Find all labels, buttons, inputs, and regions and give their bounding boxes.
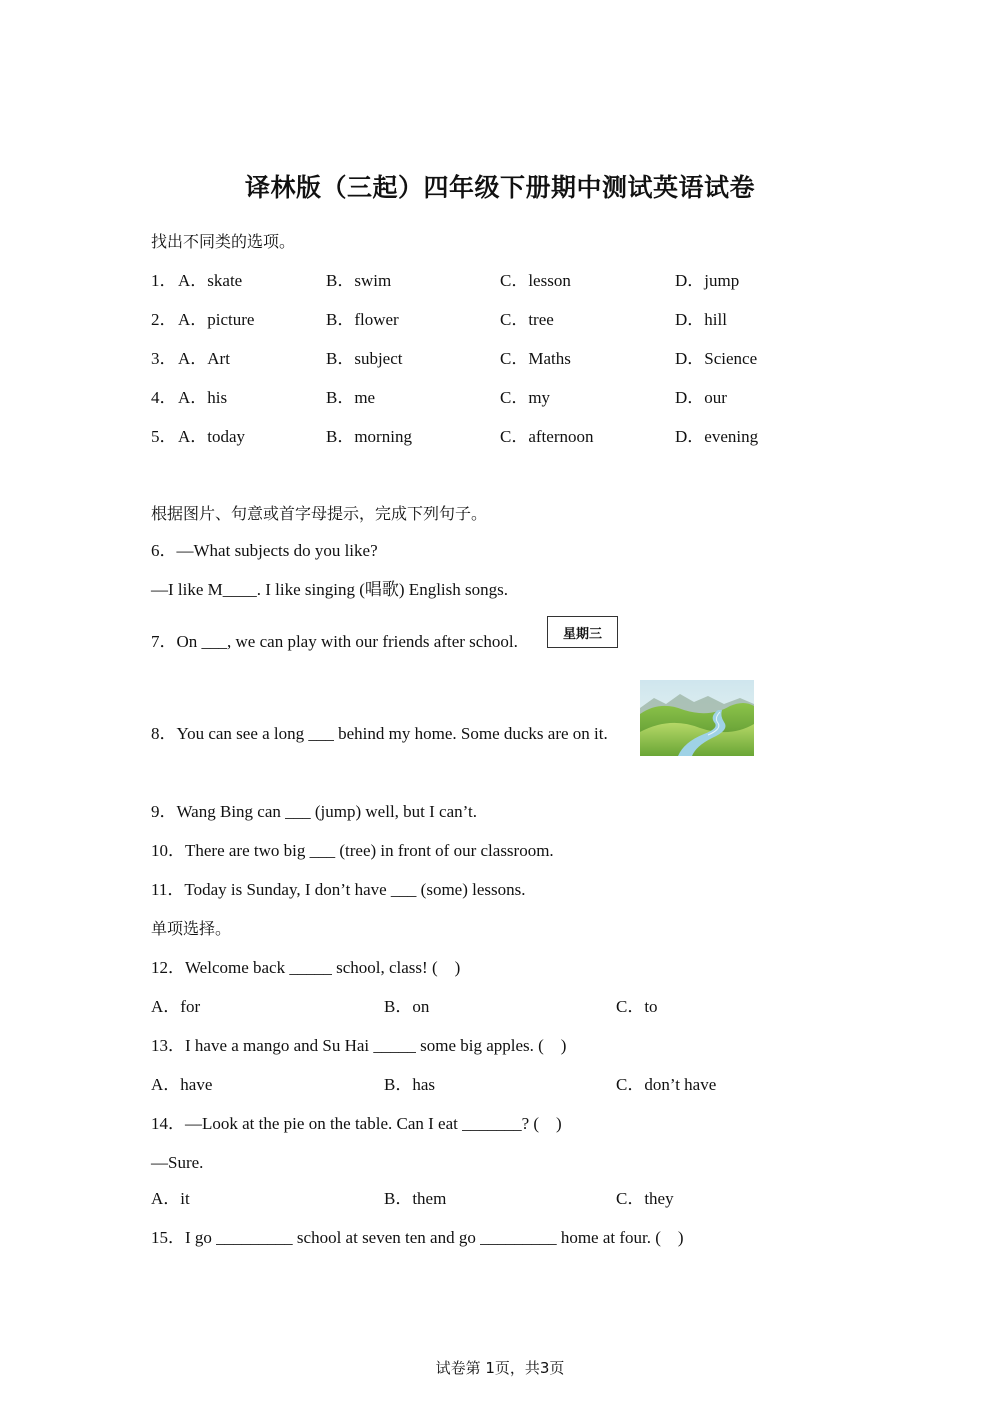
question-8: 8．You can see a long ___ behind my home. Some ducks are on it. [151, 724, 608, 743]
q13-option-b: B．has [384, 1075, 435, 1094]
option-d: D．jump [675, 271, 740, 290]
q13-option-c: C．don’t have [616, 1075, 717, 1094]
question-number: 3． [151, 349, 177, 368]
question-14: 14．—Look at the pie on the table. Can I eat _______? ( ) [151, 1114, 562, 1133]
page-footer: 试卷第 1页，共3页 [435, 1359, 565, 1377]
section-heading-fill-in: 根据图片、句意或首字母提示，完成下列句子。 [151, 504, 488, 523]
question-10: 10．There are two big ___ (tree) in front of our classroom. [151, 841, 554, 860]
question-number: 5． [151, 427, 177, 446]
option-a: A．skate [178, 271, 243, 290]
q13-option-a: A．have [151, 1075, 213, 1094]
question-7: 7．On ___, we can play with our friends after school. [151, 632, 518, 651]
option-a: A．Art [178, 349, 230, 368]
option-d: D．evening [675, 427, 759, 446]
option-c: C．Maths [500, 349, 571, 368]
option-c: C．my [500, 388, 551, 407]
q14-option-c: C．they [616, 1189, 674, 1208]
option-d: D．hill [675, 310, 727, 329]
option-b: B．subject [326, 349, 403, 368]
question-number: 1． [151, 271, 177, 290]
question-number: 2． [151, 310, 177, 329]
q12-option-c: C．to [616, 997, 658, 1016]
section-heading-multiple-choice: 单项选择。 [151, 919, 232, 938]
option-b: B．me [326, 388, 376, 407]
option-a: A．his [178, 388, 228, 407]
question-11: 11．Today is Sunday, I don’t have ___ (some) lessons. [151, 880, 526, 899]
question-6-line1: 6．—What subjects do you like? [151, 541, 378, 560]
option-b: B．swim [326, 271, 392, 290]
question-9: 9．Wang Bing can ___ (jump) well, but I can’t. [151, 802, 477, 821]
option-b: B．flower [326, 310, 399, 329]
option-c: C．tree [500, 310, 554, 329]
q12-option-a: A．for [151, 997, 201, 1016]
option-b: B．morning [326, 427, 412, 446]
option-c: C．afternoon [500, 427, 594, 446]
option-d: D．our [675, 388, 727, 407]
option-a: A．picture [178, 310, 255, 329]
section-heading-odd-one-out: 找出不同类的选项。 [151, 232, 296, 251]
question-12: 12．Welcome back _____ school, class! ( ) [151, 958, 461, 977]
option-a: A．today [178, 427, 246, 446]
question-6-line2: —I like M____. I like singing (唱歌) English songs. [151, 580, 508, 599]
question-14-reply: —Sure. [151, 1153, 204, 1172]
q14-option-b: B．them [384, 1189, 447, 1208]
weekday-hint-box: 星期三 [547, 616, 618, 648]
page-title: 译林版（三起）四年级下册期中测试英语试卷 [244, 173, 755, 202]
q14-option-a: A．it [151, 1189, 190, 1208]
question-number: 4． [151, 388, 177, 407]
question-13: 13．I have a mango and Su Hai _____ some big apples. ( ) [151, 1036, 567, 1055]
q12-option-b: B．on [384, 997, 430, 1016]
option-c: C．lesson [500, 271, 571, 290]
question-15: 15．I go _________ school at seven ten and go _________ home at four. ( ) [151, 1228, 684, 1247]
river-landscape-picture [640, 680, 754, 756]
option-d: D．Science [675, 349, 758, 368]
